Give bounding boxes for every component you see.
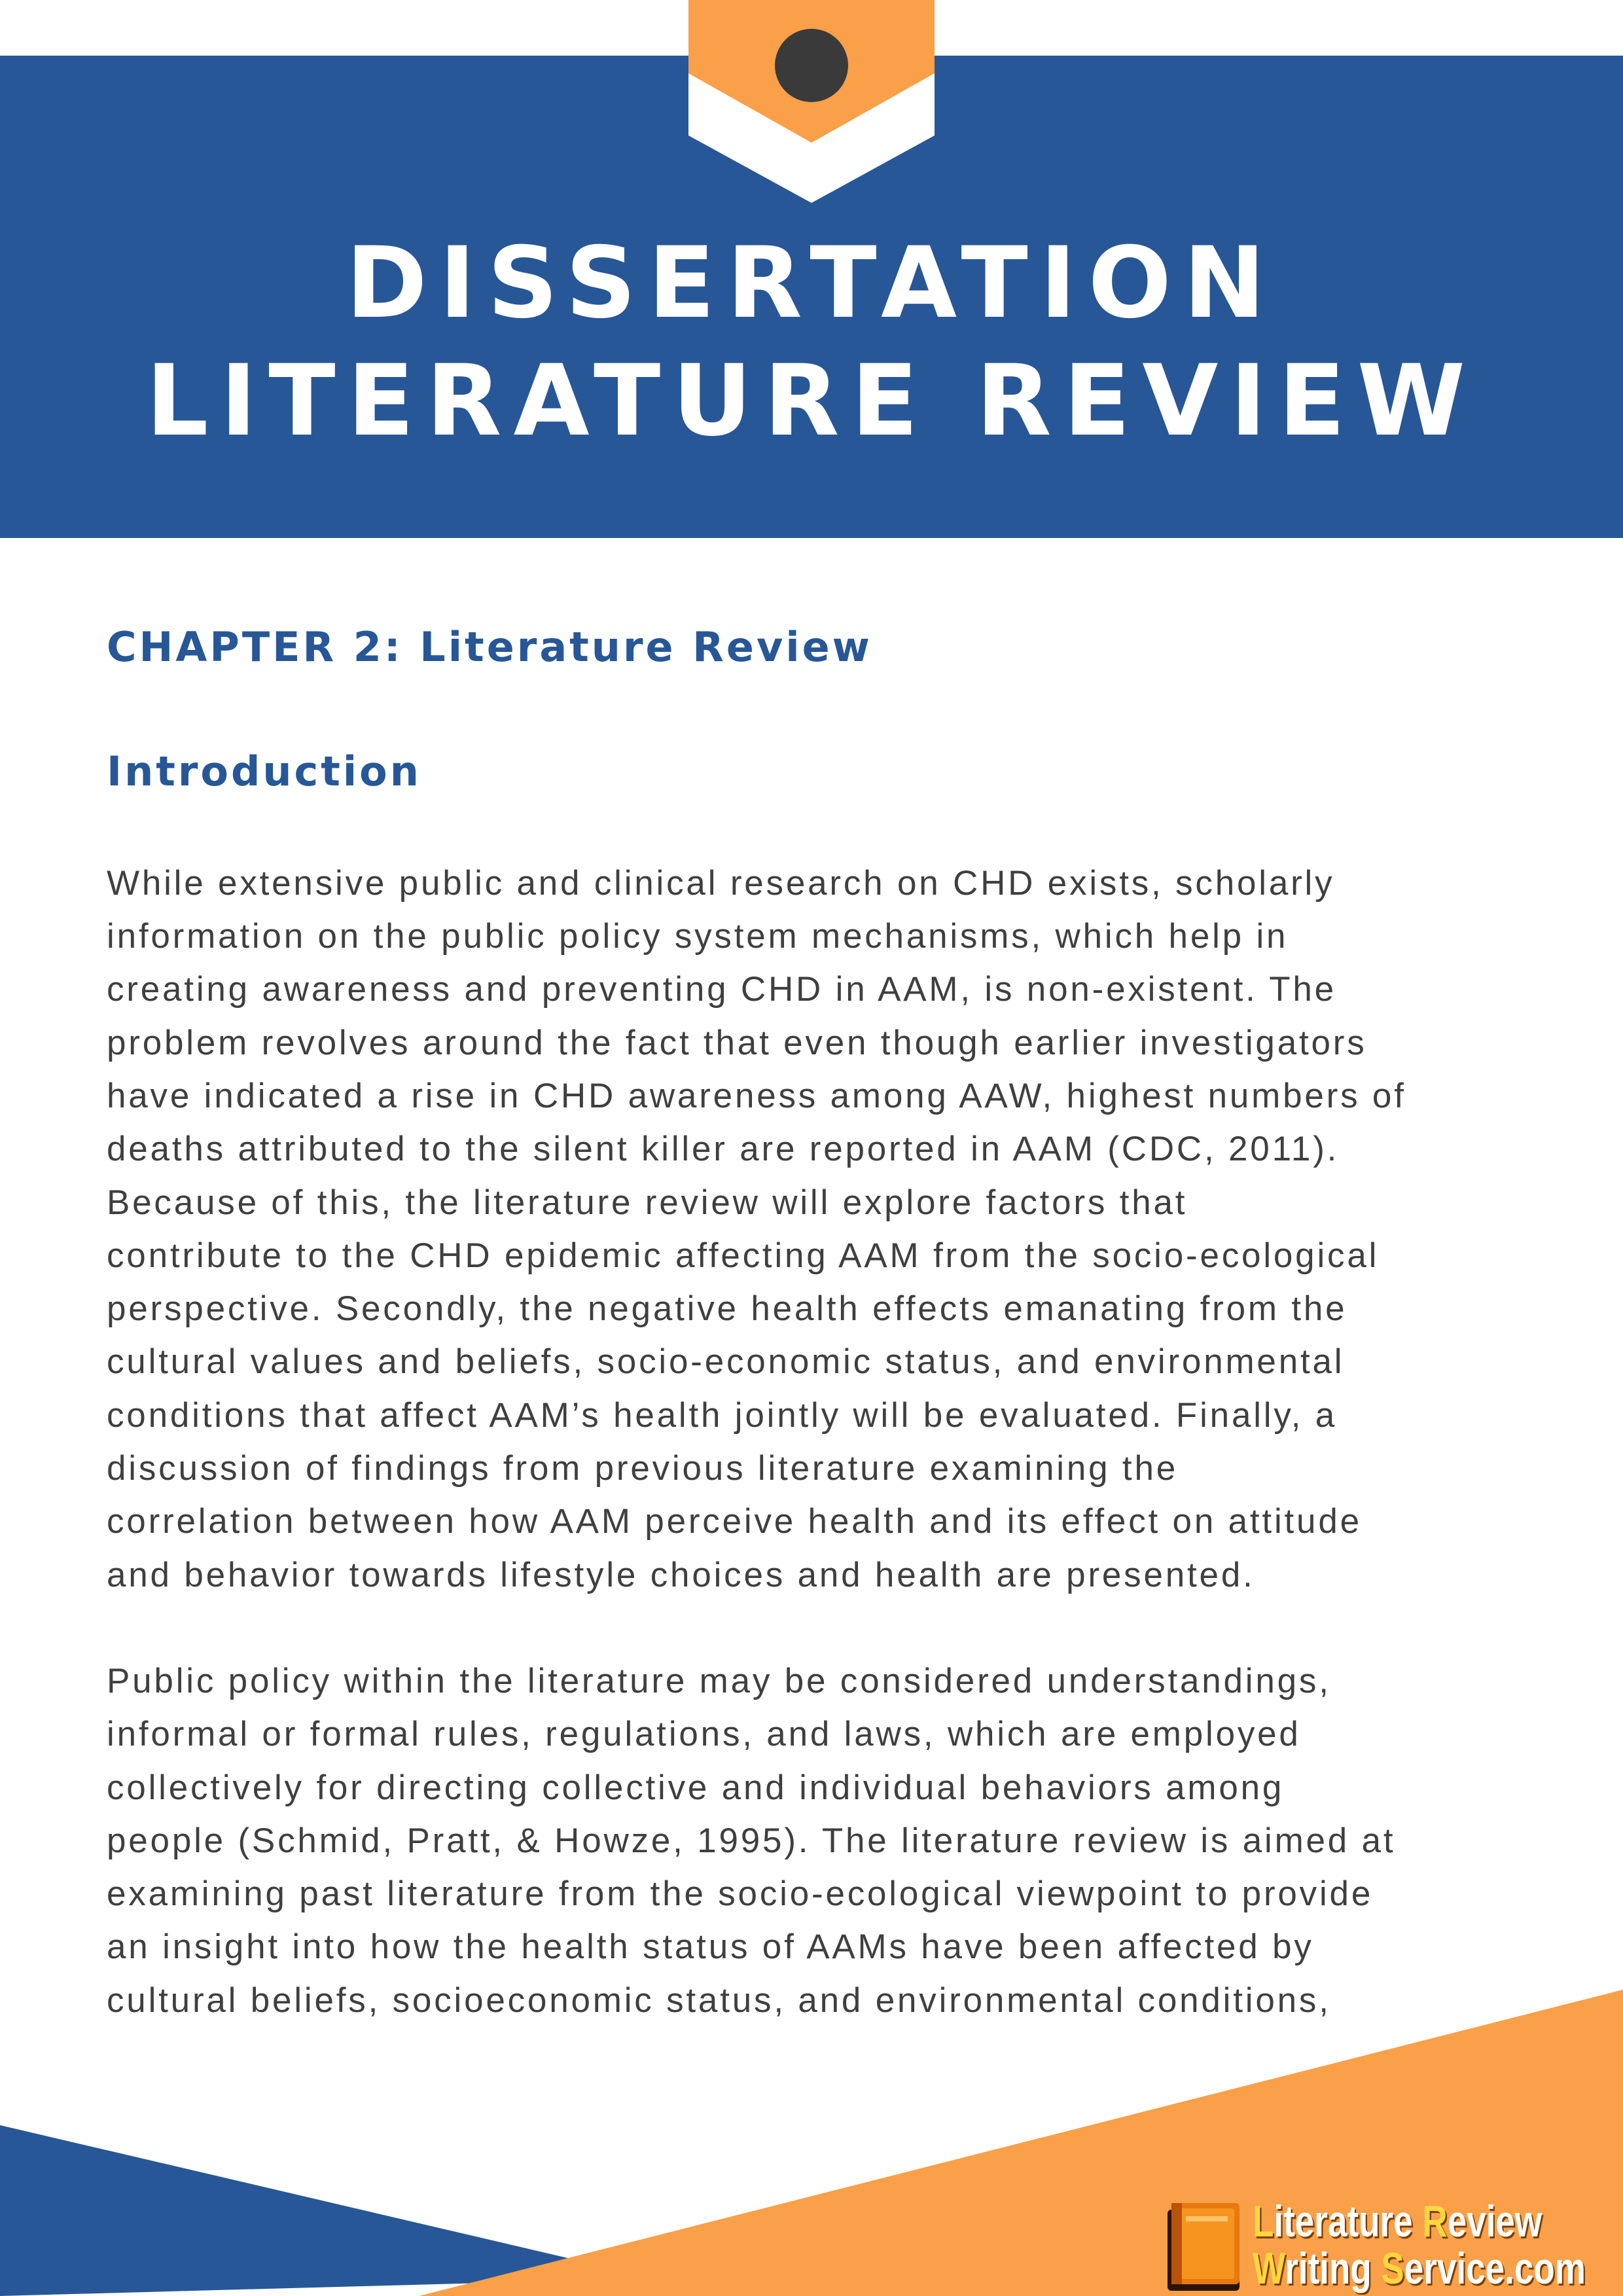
ribbon-tab-icon: [688, 0, 935, 203]
section-heading: Introduction: [107, 747, 421, 796]
paragraph-line: have indicated a rise in CHD awareness among AAW, highest numbers of: [107, 1076, 1406, 1115]
paragraph-line: correlation between how AAM perceive health and its effect on attitude: [107, 1502, 1362, 1541]
paragraph-line: discussion of findings from previous literature examining the: [107, 1449, 1178, 1488]
paragraph-line: and behavior towards lifestyle choices and health are presented.: [107, 1555, 1255, 1594]
paragraph-line: examining past literature from the socio-ecological viewpoint to provide: [107, 1874, 1374, 1914]
paragraph-line: creating awareness and preventing CHD in AAM, is non-existent. The: [107, 970, 1336, 1009]
paragraph-line: cultural values and beliefs, socio-economic status, and environmental: [107, 1342, 1345, 1382]
paragraph-line: Because of this, the literature review will explore factors that: [107, 1183, 1188, 1222]
logo-line-2: Writing Service.com: [1253, 2244, 1586, 2293]
paragraph-line: perspective. Secondly, the negative health effects emanating from the: [107, 1289, 1347, 1329]
paragraph-line: information on the public policy system mechanisms, which help in: [107, 917, 1289, 956]
paragraph-line: problem revolves around the fact that even though earlier investigators: [107, 1023, 1367, 1062]
paragraph-2: [107, 1655, 1573, 2027]
paragraph-line: While extensive public and clinical research on CHD exists, scholarly: [107, 863, 1335, 903]
paragraph-line: deaths attributed to the silent killer are reported in AAM (CDC, 2011).: [107, 1130, 1340, 1169]
paragraph-line: cultural beliefs, socioeconomic status, and environmental conditions,: [107, 1981, 1331, 2020]
paragraph-line: an insight into how the health status of AAMs have been affected by: [107, 1928, 1314, 1967]
paragraph-line: collectively for directing collective and individual behaviors among: [107, 1768, 1285, 1807]
logo-line-1: Literature Review: [1253, 2197, 1543, 2246]
chapter-heading: CHAPTER 2: Literature Review: [107, 623, 872, 671]
document-body: [107, 615, 1573, 2027]
paragraph-line: Public policy within the literature may be considered understandings,: [107, 1661, 1331, 1700]
book-icon: [1166, 2200, 1245, 2293]
paragraph-line: people (Schmid, Pratt, & Howze, 1995). The literature review is aimed at: [107, 1821, 1396, 1860]
paragraph-1: [107, 857, 1573, 1602]
paragraph-line: contribute to the CHD epidemic affecting AAM from the socio-ecological: [107, 1236, 1380, 1275]
paragraph-line: informal or formal rules, regulations, and laws, which are employed: [107, 1715, 1301, 1754]
title-line-2: LITERATURE REVIEW: [145, 344, 1478, 458]
paragraph-line: conditions that affect AAM’s health jointly will be evaluated. Finally, a: [107, 1395, 1338, 1435]
title-line-1: DISSERTATION: [346, 226, 1277, 340]
site-logo[interactable]: [1166, 2198, 1611, 2296]
